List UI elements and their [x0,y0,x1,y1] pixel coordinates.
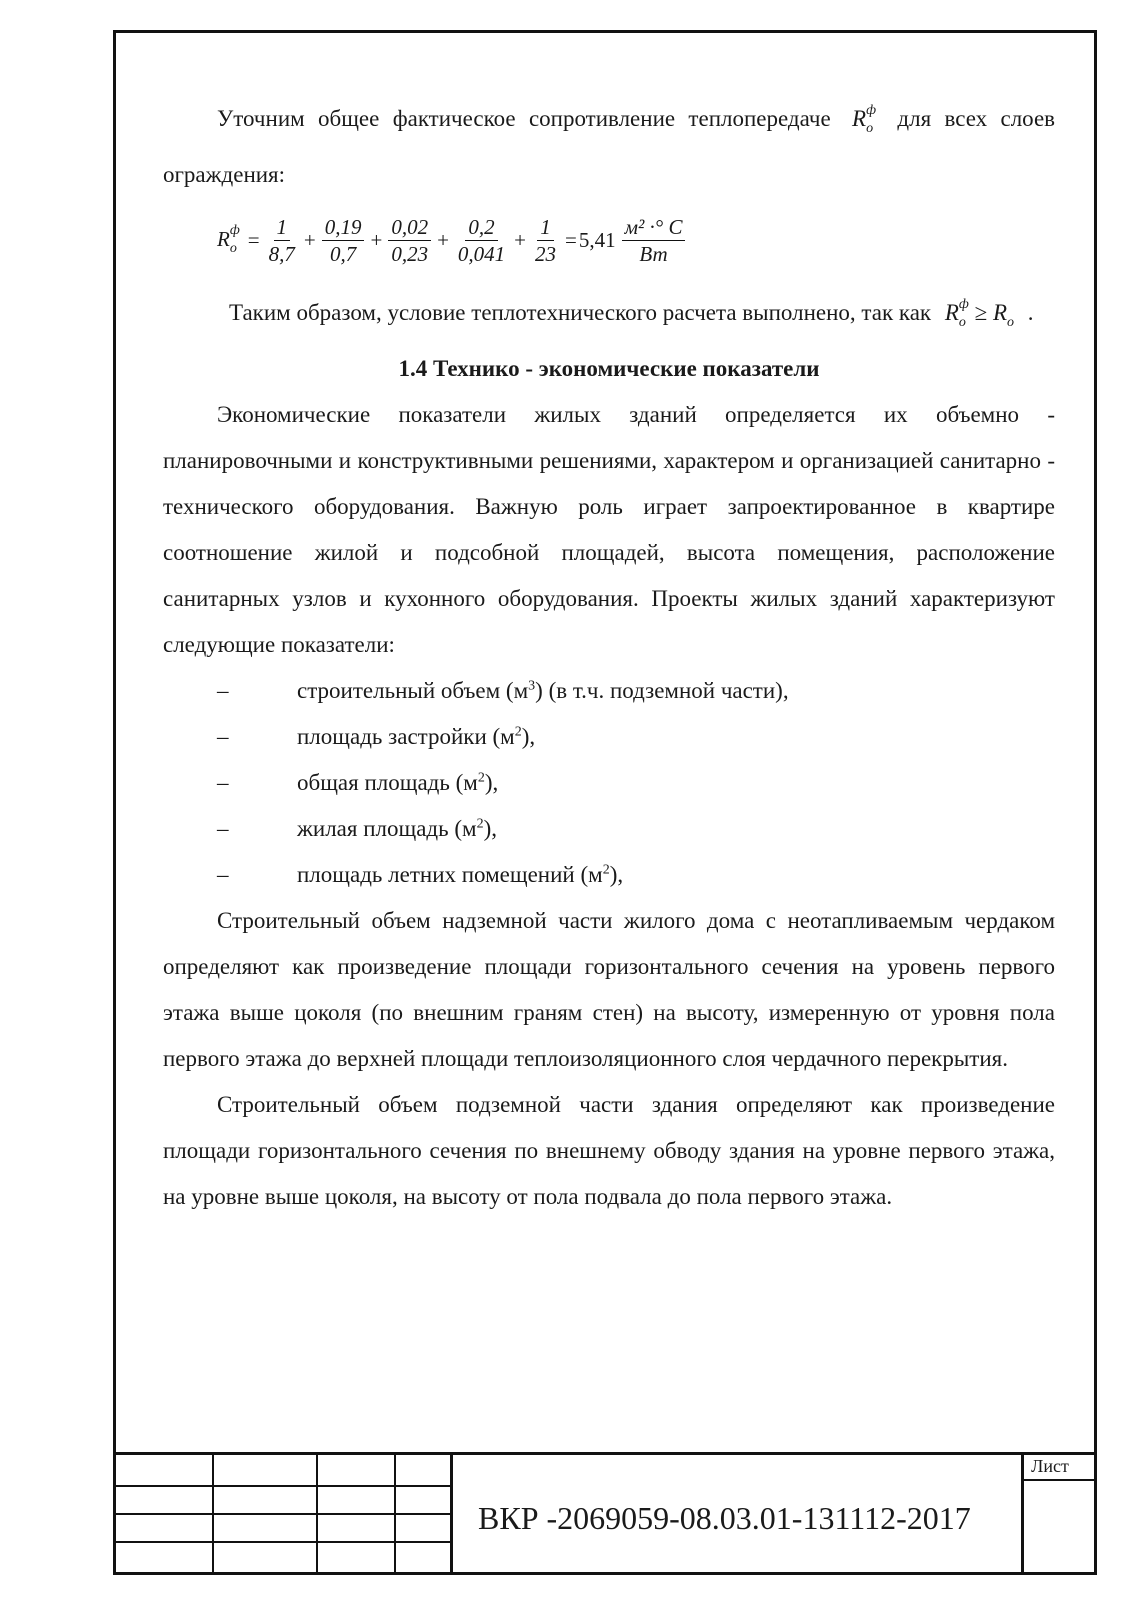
stamp-line [1021,1479,1097,1481]
stamp-line [113,1452,1097,1455]
term-1-numerator: 1 [274,214,291,241]
list-sup: 2 [514,724,522,740]
term-4-numerator: 0,2 [465,214,497,241]
term-3-denominator: 0,23 [391,241,429,266]
list-item-text [297,760,498,806]
formula-lhs-sup: ф [229,223,240,238]
list-item-text [297,806,497,852]
term-3-numerator: 0,02 [388,214,431,241]
list-text: площадь застройки (м [297,724,515,749]
intro-paragraph [163,88,1055,198]
term-2-numerator: 0,19 [322,214,365,241]
list-dash: – [217,816,229,841]
resistance-symbol [852,103,889,136]
list-dash: – [217,862,229,887]
list-tail: ), [609,862,624,887]
cond-sup: ф [958,297,969,312]
title-block-stamp [113,1452,1097,1575]
formula-term-4 [455,214,508,267]
formula-plus-3: + [437,228,449,252]
formula-equals: = [247,228,260,252]
list-item [163,668,1055,714]
formula-term-3 [388,214,431,267]
formula-result: 5,41 [578,228,616,252]
list-item [163,714,1055,760]
list-sup: 2 [476,816,484,832]
formula-term-2 [322,214,365,267]
condition-expression [944,297,1034,330]
symbol-sub: o [866,121,874,136]
list-dash: – [217,724,229,749]
list-item [163,806,1055,852]
list-sup: 3 [528,678,536,694]
list-tail: ), [484,770,499,795]
list-sup: 2 [477,770,485,786]
term-1-denominator: 8,7 [268,241,295,266]
cond-end: . [1027,300,1034,325]
formula-lhs [217,218,240,262]
list-item-text [297,714,535,760]
document-code: ВКР -2069059-08.03.01-131112-2017 [478,1500,971,1536]
list-item [163,852,1055,898]
list-text: площадь летних помещений (м [297,862,603,887]
list-tail: ), [521,724,536,749]
stamp-line [450,1452,453,1575]
term-2-denominator: 0,7 [329,241,357,266]
formula-result-equals: = [565,228,577,252]
stamp-line [113,1541,452,1543]
intro-text-after: для всех слоев ограждения: [163,106,1056,187]
indicators-list [163,668,1055,898]
formula-unit [622,214,686,267]
cond-sub: o [958,315,966,330]
conclusion-text: Таким образом, условие теплотехнического расчета выполнено, так [229,300,894,325]
paragraph-3: Строительный объем подземной части здания определяют как произведение площади горизонтального сечения по внешнему обводу здания на уровне первого этажа, на уровне выше цоколя, на высоту от пола подвала до пола первого этажа. [163,1092,1055,1209]
section-heading: 1.4 Технико - экономические показатели [398,356,820,381]
formula-plus-4: + [514,228,526,252]
term-5-numerator: 1 [537,214,554,241]
term-5-denominator: 23 [535,241,556,266]
cond-op: ≥ [974,300,988,325]
stamp-line [113,1513,452,1515]
stamp-line [394,1452,396,1575]
list-item-text [297,668,789,714]
symbol-r: R [852,106,867,131]
stamp-line [212,1452,214,1575]
list-item-text [297,852,623,898]
conclusion-paragraph [163,282,1055,346]
list-item [163,760,1055,806]
list-dash: – [217,770,229,795]
intro-text-before: Уточним общее фактическое сопротивление теплопередаче [217,106,831,131]
sheet-label: Лист [1031,1456,1069,1476]
formula-term-1 [266,214,298,267]
list-sup: 2 [602,862,610,878]
formula-lhs-sub: o [229,241,237,256]
list-text: жилая площадь (м [297,816,477,841]
unit-denominator: Вт [639,241,668,266]
resistance-formula [217,198,1055,282]
formula-term-5 [532,214,559,267]
formula-plus-1: + [303,228,316,252]
list-dash: – [217,678,229,703]
document-body [163,88,1055,1220]
cond-r2: R [992,300,1008,325]
paragraph-1: Экономические показатели жилых зданий определяется их объемно - планировочными и конструктивными решениями, характером и организацией санитарно - технического оборудования. Важную роль играет запроектированное в квартире соотношение жилой и подсобной площадей, высота помещения, расположение санитарных узлов и кухонного оборудования. Проекты жилых зданий характеризуют следующие показатели: [163,402,1055,657]
unit-numerator: м² ·° С [622,214,686,241]
paragraph-2: Строительный объем надземной части жилого дома с неотапливаемым чердаком определяют как произведение площади горизонтального сечения на уровень первого этажа выше цоколя (по внешним граням стен) на высоту, измеренную от уровня пола первого этажа до верхней площади теплоизоляционного слоя чердачного перекрытия. [163,908,1055,1071]
formula-plus-2: + [370,228,383,252]
conclusion-prefix: как [898,300,932,325]
stamp-line [113,1485,452,1487]
list-text: общая площадь (м [297,770,478,795]
formula-lhs-r: R [217,227,230,251]
list-tail: ), [483,816,497,841]
list-tail: ) (в т.ч. подземной части), [535,678,789,703]
list-text: строительный объем (м [297,678,529,703]
cond-sub2: o [1007,315,1015,330]
cond-r: R [944,300,959,325]
symbol-sup: ф [866,103,877,118]
term-4-denominator: 0,041 [457,241,506,266]
stamp-line [316,1452,318,1575]
